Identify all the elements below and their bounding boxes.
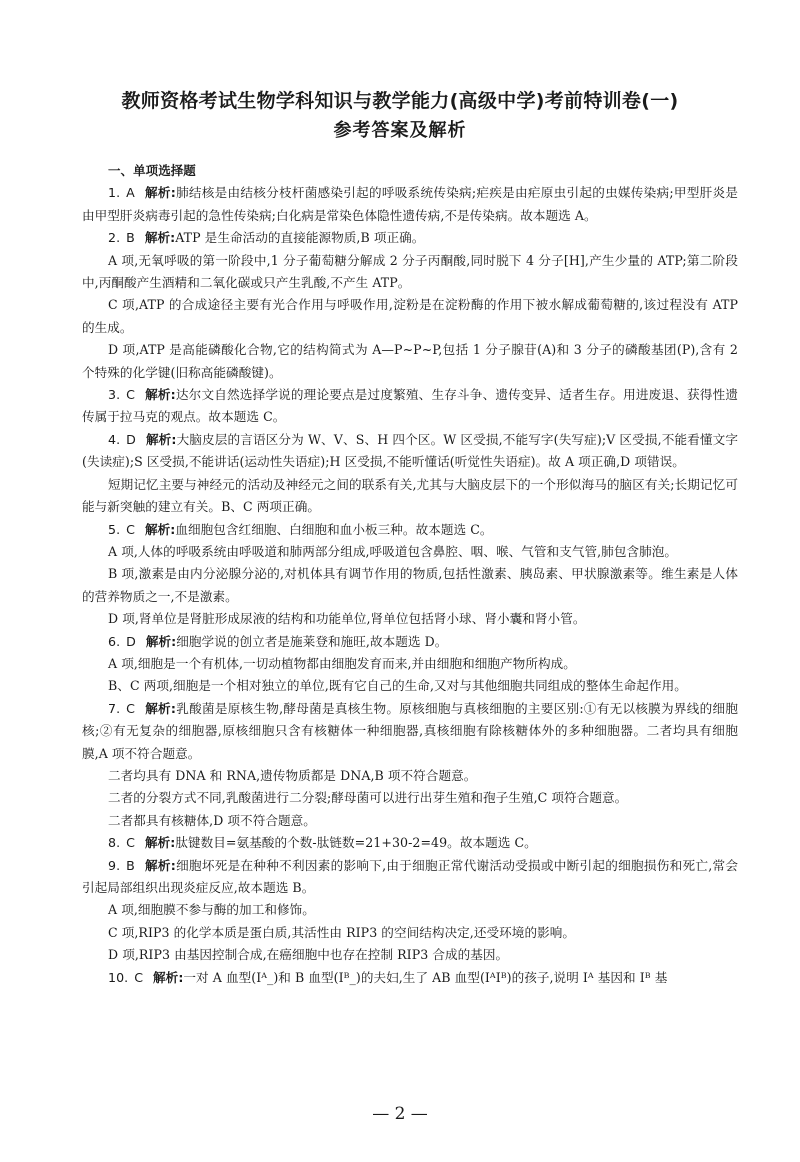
explanation-text: 二者均具有 DNA 和 RNA,遗传物质都是 DNA,B 项不符合题意。 <box>108 767 477 783</box>
explanation-paragraph <box>82 944 738 966</box>
explanation-label: 解析: <box>144 835 176 851</box>
explanation-paragraph <box>82 810 738 832</box>
answer-item <box>82 855 738 900</box>
explanation-paragraph <box>82 608 738 630</box>
explanation-text: D 项,ATP 是高能磷酸化合物,它的结构简式为 A—P~P~P,包括 1 分子腺苷(A)和 3 分子的磷酸基团(P),含有 2 个特殊的化学键(旧称高能磷酸键)。 <box>82 342 738 380</box>
answer-letter: C <box>126 835 135 851</box>
explanation-text: 肺结核是由结核分枝杆菌感染引起的呼吸系统传染病;疟疾是由疟原虫引起的虫媒传染病;甲型肝炎是由甲型肝炎病毒引起的急性传染病;白化病是常染色体隐性遗传病,不是传染病。故本题选 A。 <box>82 185 738 223</box>
answer-letter: C <box>126 387 135 403</box>
explanation-paragraph <box>82 294 738 339</box>
answer-letter: C <box>134 969 144 985</box>
explanation-paragraph <box>82 474 738 519</box>
explanation-label: 解析: <box>153 969 184 985</box>
explanation-text: C 项,RIP3 的化学本质是蛋白质,其活性由 RIP3 的空间结构决定,还受环境的影响。 <box>108 924 576 940</box>
explanation-text: D 项,RIP3 由基因控制合成,在癌细胞中也存在控制 RIP3 合成的基因。 <box>108 947 509 963</box>
answer-item <box>82 698 738 765</box>
answer-item <box>82 429 738 474</box>
question-number: 5. <box>108 521 121 537</box>
explanation-text: 细胞学说的创立者是施莱登和施旺,故本题选 D。 <box>176 633 448 649</box>
answer-letter: A <box>126 185 135 201</box>
answer-list <box>82 182 738 989</box>
answer-item <box>82 631 738 653</box>
explanation-label: 解析: <box>144 700 177 716</box>
explanation-text: 大脑皮层的言语区分为 W、V、S、H 四个区。W 区受损,不能写字(失写症);V 区受损,不能看懂文字(失读症);S 区受损,不能讲话(运动性失语症);H 区受损,不能听懂话(听觉性失语症)。故 A 项正确,D 项错误。 <box>82 431 739 470</box>
explanation-text: 二者的分裂方式不同,乳酸菌进行二分裂;酵母菌可以进行出芽生殖和孢子生殖,C 项符合题意。 <box>108 790 628 806</box>
answer-letter: B <box>126 857 135 873</box>
question-number: 3. <box>108 387 121 403</box>
answer-body <box>82 160 738 989</box>
explanation-text: ATP 是生命活动的直接能源物质,B 项正确。 <box>175 230 425 246</box>
explanation-paragraph <box>82 899 738 921</box>
question-number: 1. <box>108 185 121 201</box>
explanation-paragraph <box>82 653 738 675</box>
question-number: 2. <box>108 230 121 246</box>
explanation-label: 解析: <box>144 857 176 873</box>
question-number: 9. <box>108 857 121 873</box>
explanation-paragraph <box>82 250 738 295</box>
explanation-text: 肽键数目=氨基酸的个数-肽链数=21+30-2=49。故本题选 C。 <box>175 835 537 851</box>
section-heading: 一、单项选择题 <box>108 163 196 178</box>
explanation-text: B、C 两项,细胞是一个相对独立的单位,既有它自己的生命,又对与其他细胞共同组成的整体生命起作用。 <box>108 678 687 694</box>
answer-item <box>82 182 738 227</box>
explanation-text: A 项,人体的呼吸系统由呼吸道和肺两部分组成,呼吸道包含鼻腔、咽、喉、气管和支气管,肺包含肺泡。 <box>108 543 678 559</box>
explanation-text: 达尔文自然选择学说的理论要点是过度繁殖、生存斗争、遗传变异、适者生存。用进废退、获得性遗传属于拉马克的观点。故本题选 C。 <box>82 387 738 425</box>
explanation-text: 细胞坏死是在种种不利因素的影响下,由于细胞正常代谢活动受损或中断引起的细胞损伤和死亡,常会引起局部组织出现炎症反应,故本题选 B。 <box>82 857 738 895</box>
explanation-text: 一对 A 血型(Iᴬ_)和 B 血型(Iᴮ_)的夫妇,生了 AB 血型(IᴬIᴮ)的孩子,说明 Iᴬ 基因和 Iᴮ 基 <box>183 969 668 985</box>
question-number: 7. <box>108 700 121 716</box>
page-title: 教师资格考试生物学科知识与教学能力(高级中学)考前特训卷(一) <box>121 90 679 112</box>
explanation-paragraph <box>82 922 738 944</box>
question-number: 6. <box>108 633 121 649</box>
explanation-text: B 项,激素是由内分泌腺分泌的,对机体具有调节作用的物质,包括性激素、胰岛素、甲状腺激素等。维生素是人体的营养物质之一,不是激素。 <box>82 566 738 604</box>
explanation-text: C 项,ATP 的合成途径主要有光合作用与呼吸作用,淀粉是在淀粉酶的作用下被水解成葡萄糖的,该过程没有 ATP 的生成。 <box>82 297 738 335</box>
explanation-label: 解析: <box>145 633 177 649</box>
answer-letter: D <box>126 431 136 447</box>
explanation-text: D 项,肾单位是肾脏形成尿液的结构和功能单位,肾单位包括肾小球、肾小囊和肾小管。 <box>108 611 586 627</box>
answer-item <box>82 832 738 854</box>
answer-item <box>82 384 738 429</box>
explanation-paragraph <box>82 563 738 608</box>
explanation-label: 解析: <box>144 521 176 537</box>
explanation-text: 短期记忆主要与神经元的活动及神经元之间的联系有关,尤其与大脑皮层下的一个形似海马的脑区有关;长期记忆可能与新突触的建立有关。B、C 两项正确。 <box>82 476 738 515</box>
explanation-text: A 项,细胞膜不参与酶的加工和修饰。 <box>108 902 315 918</box>
explanation-label: 解析: <box>145 431 177 447</box>
answer-item <box>82 519 738 541</box>
explanation-text: 乳酸菌是原核生物,酵母菌是真核生物。原核细胞与真核细胞的主要区别:①有无以核膜为界线的细胞核;②有无复杂的细胞器,原核细胞只含有核糖体一种细胞器,真核细胞有除核糖体外的多种细胞器。二者均具有细胞膜,A 项不符合题意。 <box>82 700 739 761</box>
answer-letter: C <box>126 700 135 716</box>
question-number: 4. <box>108 431 121 447</box>
explanation-label: 解析: <box>144 387 176 403</box>
explanation-paragraph <box>82 787 738 809</box>
explanation-text: 二者都具有核糖体,D 项不符合题意。 <box>108 812 316 828</box>
question-number: 10. <box>108 969 129 985</box>
explanation-label: 解析: <box>144 185 176 201</box>
question-number: 8. <box>108 835 121 851</box>
explanation-paragraph <box>82 541 738 563</box>
explanation-text: A 项,细胞是一个有机体,一切动植物都由细胞发育而来,并由细胞和细胞产物所构成。 <box>108 655 576 671</box>
answer-letter: D <box>126 633 136 649</box>
page-number: — 2 — <box>372 1104 428 1124</box>
explanation-text: A 项,无氧呼吸的第一阶段中,1 分子葡萄糖分解成 2 分子丙酮酸,同时脱下 4 分子[H],产生少量的 ATP;第二阶段中,丙酮酸产生酒精和二氧化碳或只产生乳酸,不产生 ATP。 <box>82 252 738 291</box>
explanation-paragraph <box>82 675 738 697</box>
explanation-paragraph <box>82 339 738 384</box>
explanation-paragraph <box>82 765 738 787</box>
answer-item <box>82 227 738 249</box>
answer-letter: B <box>126 230 135 246</box>
explanation-label: 解析: <box>144 230 176 246</box>
answer-letter: C <box>126 521 135 537</box>
answer-item <box>82 967 738 989</box>
explanation-text: 血细胞包含红细胞、白细胞和血小板三种。故本题选 C。 <box>175 521 493 537</box>
page-subtitle: 参考答案及解析 <box>333 120 467 141</box>
